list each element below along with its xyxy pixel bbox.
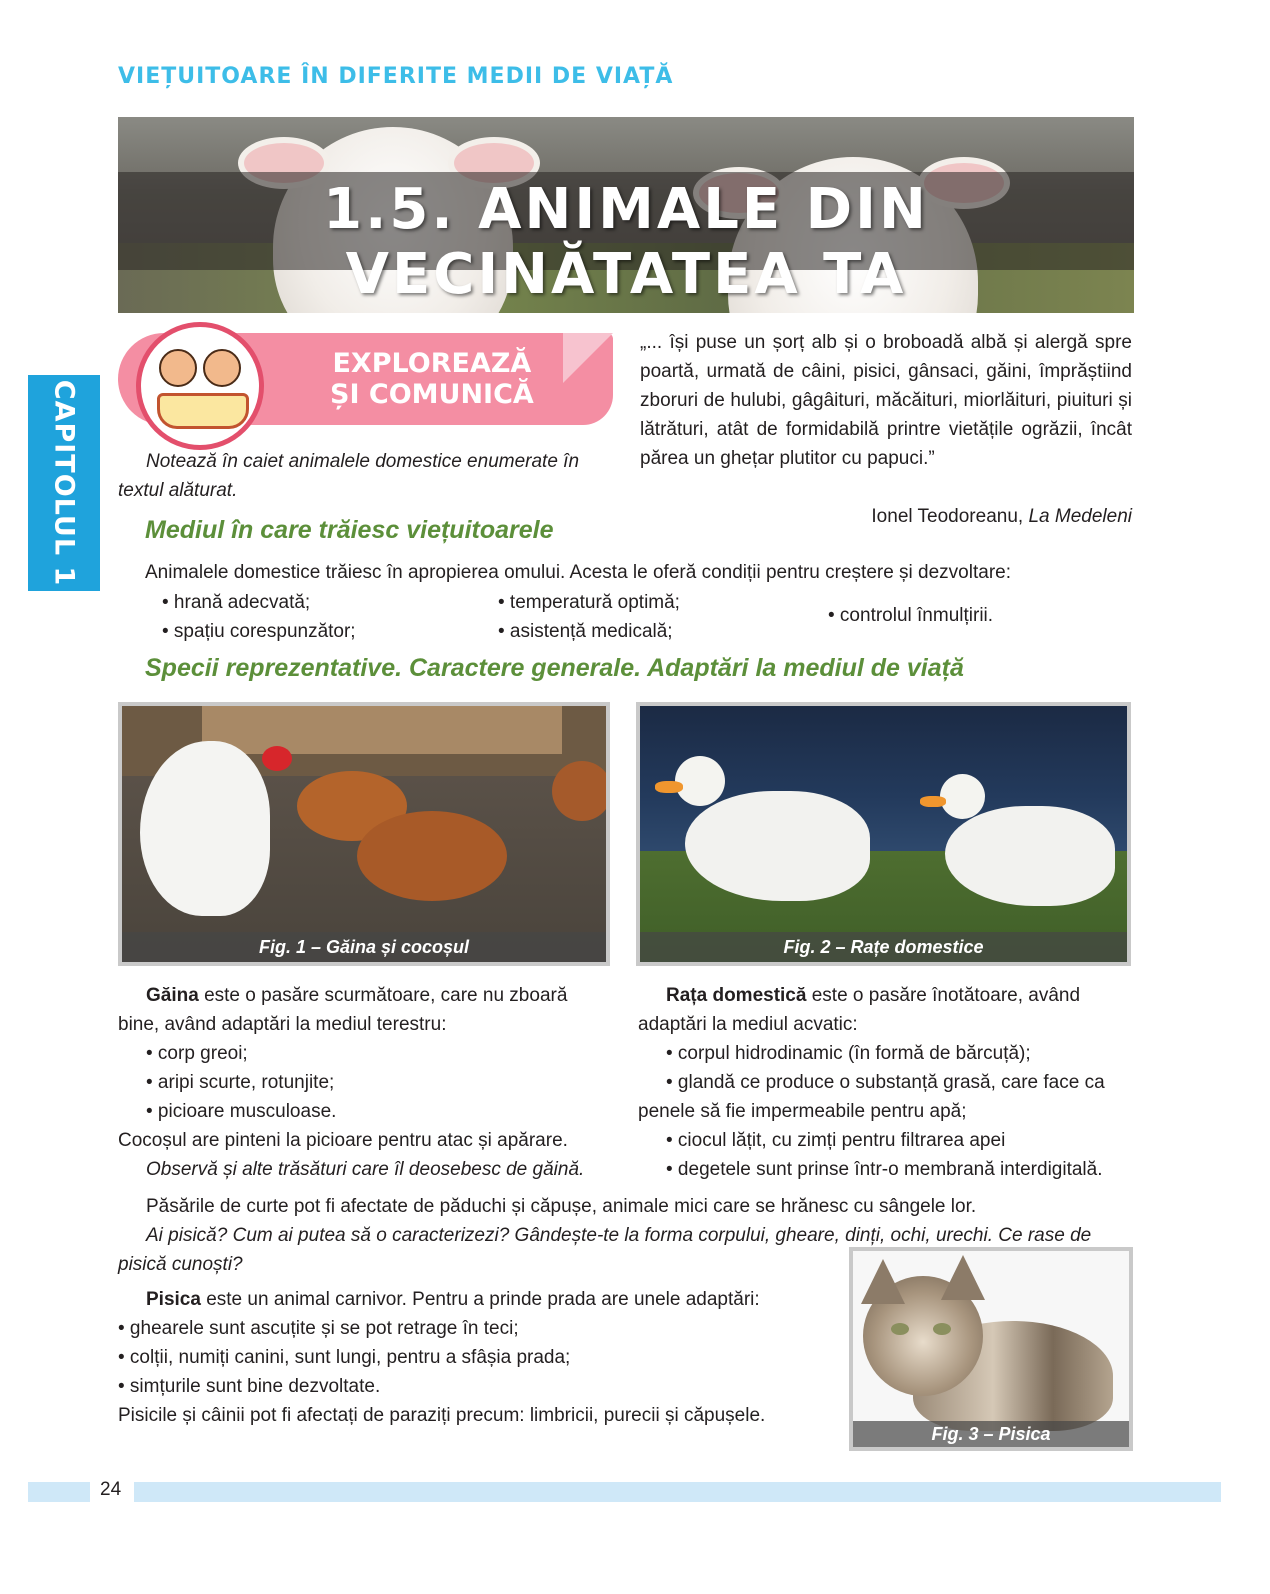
cat-question: Ai pisică? Cum ai putea să o caracterizezi? Gândește-te la forma corpului, gheare, dinți, ochi, urechi. Ce rase de pisică cunoști?	[118, 1225, 1092, 1275]
rooster-note: Cocoșul are pinteni la picioare pentru atac și apărare.	[118, 1130, 568, 1151]
running-head: VIEȚUITOARE ÎN DIFERITE MEDII DE VIAȚĂ	[118, 64, 674, 89]
condition-item: • temperatură optimă;	[498, 592, 680, 613]
figure-caption: Fig. 3 – Pisica	[853, 1421, 1129, 1447]
page-fold-icon	[563, 333, 613, 383]
quote-attribution	[640, 502, 1132, 531]
footer-bar-left	[28, 1482, 90, 1502]
footer-bar-right	[134, 1482, 1221, 1502]
condition-item: • hrană adecvată;	[162, 592, 311, 613]
hen-rooster-photo	[118, 702, 610, 966]
section-heading-environment: Mediul în care trăiesc viețuitoarele	[145, 516, 554, 544]
hen-description	[118, 981, 612, 1184]
hen-intro: Găina este o pasăre scurmătoare, care nu zboară bine, având adaptări la mediul terestru:	[118, 985, 568, 1035]
literary-quote: „... își puse un șorț alb și o broboadă albă și alergă spre poartă, urmată de câini, pisici, gânsaci, găini, împrăștiind zboruri de hulubi, gâgâituri, măcăituri, miorlăituri, piuituri și lătrături, atât de formidabilă printre vietățile ogrăzii, încât părea un ghețar plutitor cu papuci.”	[640, 332, 1132, 469]
section-heading-species: Specii reprezentative. Caractere generale. Adaptări la mediul de viață	[145, 654, 964, 682]
list-item: • ciocul lățit, cu zimți pentru filtrarea apei	[666, 1130, 1006, 1151]
list-item: • glandă ce produce o substanță grasă, care face ca penele să fie impermeabile pentru apă;	[638, 1072, 1105, 1122]
hen-term: Găina	[146, 985, 199, 1006]
cat-photo	[849, 1247, 1133, 1451]
cat-description	[118, 1285, 838, 1430]
list-item: • simțurile sunt bine dezvoltate.	[118, 1376, 381, 1397]
quote-work: La Medeleni	[1028, 506, 1132, 527]
girl-face-icon	[203, 349, 241, 387]
list-item: • corp greoi;	[146, 1043, 248, 1064]
chapter-title: 1.5. ANIMALE DIN VECINĂTATEA TA	[323, 177, 929, 307]
list-item: • aripi scurte, rotunjite;	[146, 1072, 335, 1093]
figure-caption: Fig. 1 – Găina și cocoșul	[122, 932, 606, 962]
explore-instruction: Notează în caiet animalele domestice enumerate în textul alăturat.	[118, 451, 580, 501]
chapter-side-tab-label: CAPITOLUL 1	[48, 379, 80, 587]
condition-item: • asistență medicală;	[498, 621, 673, 642]
duck-description	[638, 981, 1132, 1184]
hen-task: Observă și alte trăsături care îl deosebesc de găină.	[146, 1159, 585, 1180]
explore-label: EXPLOREAZĂ ȘI COMUNICĂ	[330, 348, 534, 410]
list-item: • ghearele sunt ascuțite și se pot retrage în teci;	[118, 1318, 519, 1339]
poultry-parasites: Păsările de curte pot fi afectate de păduchi și căpușe, animale mici care se hrănesc cu sângele lor.	[146, 1196, 977, 1217]
duck-intro: Rața domestică este o pasăre înotătoare, având adaptări la mediul acvatic:	[638, 985, 1081, 1035]
chapter-side-tab	[28, 375, 100, 591]
book-icon	[157, 393, 249, 429]
quote-author: Ionel Teodoreanu,	[871, 506, 1029, 527]
condition-item: • spațiu corespunzător;	[162, 621, 356, 642]
pet-parasites: Pisicile și câinii pot fi afectați de paraziți precum: limbricii, purecii și căpușele.	[118, 1405, 766, 1426]
chapter-banner	[118, 117, 1134, 313]
duck-term: Rața domestică	[666, 985, 807, 1006]
kids-reading-icon	[136, 322, 264, 450]
list-item: • colții, numiți canini, sunt lungi, pentru a sfâșia prada;	[118, 1347, 571, 1368]
list-item: • degetele sunt prinse într-o membrană interdigitală.	[666, 1159, 1103, 1180]
condition-item: • controlul înmulțirii.	[828, 605, 994, 626]
figure-caption: Fig. 2 – Rațe domestice	[640, 932, 1127, 962]
environment-intro: Animalele domestice trăiesc în apropierea omului. Acesta le oferă condiții pentru creștere și dezvoltare:	[145, 562, 1011, 583]
ducks-photo	[636, 702, 1131, 966]
page-number: 24	[100, 1479, 122, 1500]
list-item: • corpul hidrodinamic (în formă de bărcuță);	[666, 1043, 1031, 1064]
list-item: • picioare musculoase.	[146, 1101, 337, 1122]
boy-face-icon	[159, 349, 197, 387]
cat-term: Pisica	[146, 1289, 201, 1310]
cat-intro: Pisica este un animal carnivor. Pentru a prinde prada are unele adaptări:	[146, 1289, 760, 1310]
